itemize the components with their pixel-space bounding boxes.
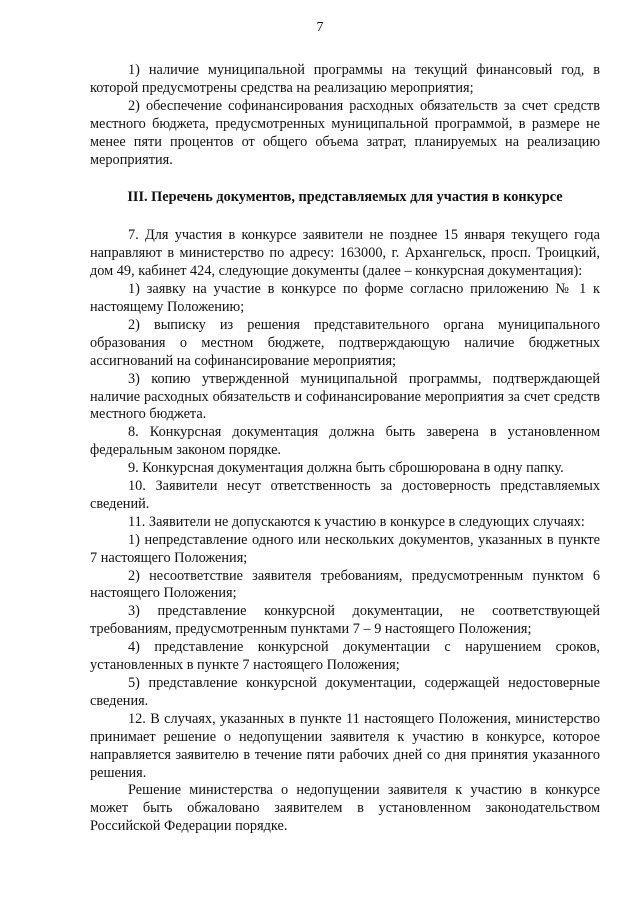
paragraph: 2) обеспечение софинансирования расходных обязательств за счет средств местного бюджета, предусмотренных муниципальной программой, в размере не менее пяти процентов от общего объема затрат, планируемых на реализацию мероприятия.	[90, 97, 600, 168]
paragraph: 3) копию утвержденной муниципальной программы, подтверждающей наличие расходных обязательств и софинансирование мероприятия за счет средств местного бюджета.	[90, 370, 600, 423]
paragraph: 8. Конкурсная документация должна быть заверена в установленном федеральным законом порядке.	[90, 424, 600, 459]
paragraph: 10. Заявители несут ответственность за достоверность представляемых сведений.	[90, 478, 600, 512]
paragraph: 5) представление конкурсной документации, содержащей недостоверные сведения.	[90, 675, 600, 709]
paragraph: 11. Заявители не допускаются к участию в конкурсе в следующих случаях:	[128, 513, 585, 530]
paragraph: 7. Для участия в конкурсе заявители не позднее 15 января текущего года направляют в министерство по адресу: 163000, г. Архангельск, просп. Троицкий, дом 49, кабинет 424, следующие документы (далее – конкурсная документация):	[90, 227, 600, 280]
document-body	[90, 62, 600, 836]
page-number: 7	[316, 20, 324, 35]
paragraph: Решение министерства о недопущении заявителя к участию в конкурсе может быть обжаловано заявителем в установленном законодательством Российской Федерации порядке.	[90, 782, 600, 835]
paragraph: 1) непредставление одного или нескольких документов, указанных в пункте 7 настоящего Положения;	[90, 531, 600, 566]
paragraph: 1) заявку на участие в конкурсе по форме согласно приложению № 1 к настоящему Положению;	[90, 281, 600, 315]
paragraph: 12. В случаях, указанных в пункте 11 настоящего Положения, министерство принимает решение о недопущении заявителя к участию в конкурсе, которое направляется заявителю в течение пяти рабочих дней со дня принятия указанного решения.	[90, 710, 600, 781]
paragraph: 2) выписку из решения представительного органа муниципального образования о местном бюджете, подтверждающую наличие бюджетных ассигнований на софинансирование мероприятия;	[90, 316, 600, 369]
paragraph: 4) представление конкурсной документации с нарушением сроков, установленных в пункте 7 настоящего Положения;	[90, 639, 600, 674]
paragraph: 3) представление конкурсной документации, не соответствующей требованиям, предусмотренным пунктами 7 – 9 настоящего Положения;	[90, 603, 600, 638]
section-heading: III. Перечень документов, представляемых для участия в конкурсе	[127, 189, 563, 206]
paragraph: 2) несоответствие заявителя требованиям, предусмотренным пунктом 6 настоящего Положения;	[90, 567, 600, 602]
paragraph: 1) наличие муниципальной программы на текущий финансовый год, в которой предусмотрены средства на реализацию мероприятия;	[90, 62, 600, 96]
paragraph: 9. Конкурсная документация должна быть сброшюрована в одну папку.	[128, 460, 564, 477]
